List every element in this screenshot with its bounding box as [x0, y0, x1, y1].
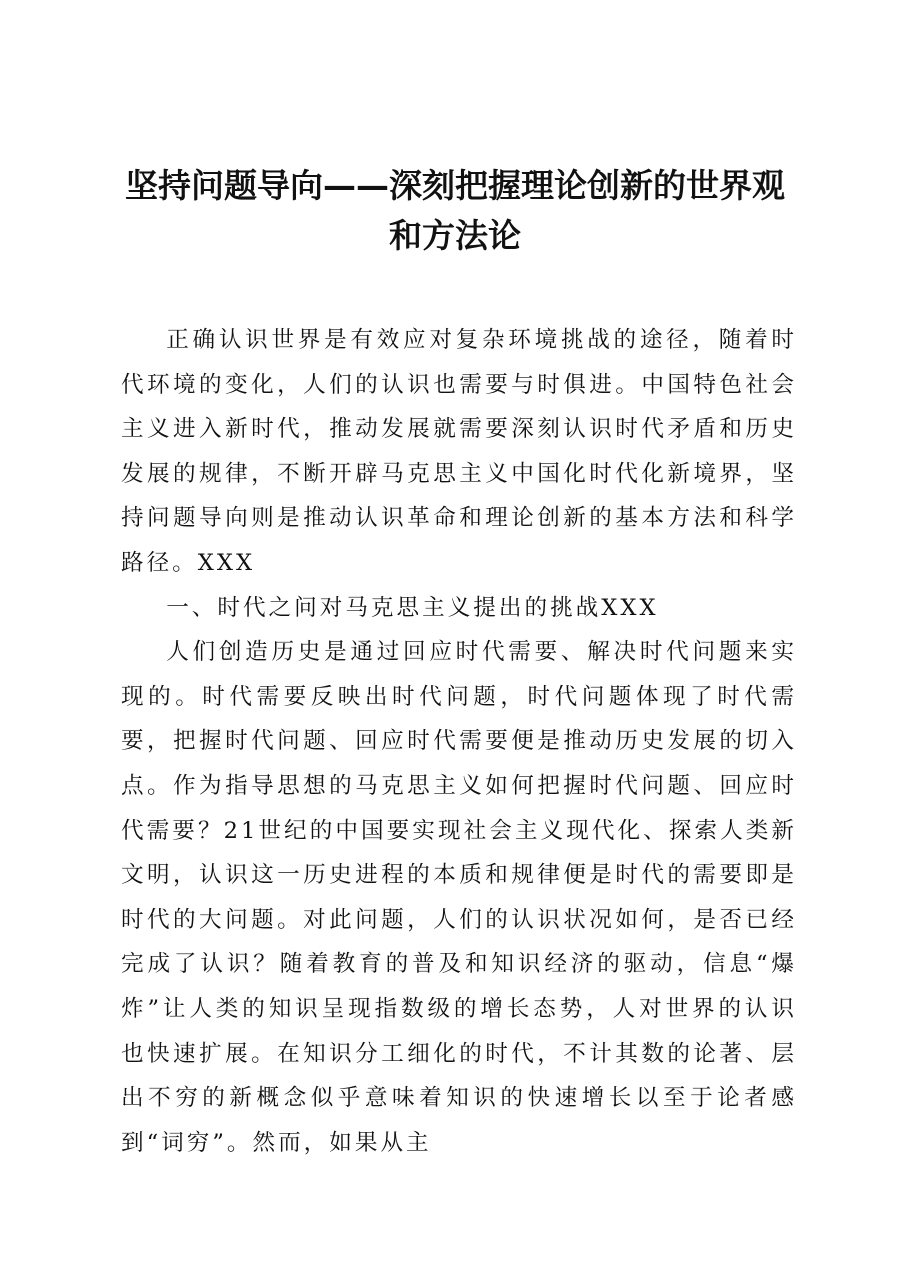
- body-paragraph: 人们创造历史是通过回应时代需要、解决时代问题来实现的。时代需要反映出时代问题，时代问题体现了时代需要，把握时代问题、回应时代需要便是推动历史发展的切入点。作为指导思想的马克思主义如何把握时代问题、回应时代需要？21世纪的中国要实现社会主义现代化、探索人类新文明，认识这一历史进程的本质和规律便是时代的需要即是时代的大问题。对此问题，人们的认识状况如何，是否已经完成了认识？随着教育的普及和知识经济的驱动，信息“爆炸”让人类的知识呈现指数级的增长态势，人对世界的认识也快速扩展。在知识分工细化的时代，不计其数的论著、层出不穷的新概念似乎意味着知识的快速增长以至于论者感到“词穷”。然而，如果从主: [121, 639, 797, 1156]
- section-heading: 一、时代之问对马克思主义提出的挑战XXX: [166, 594, 659, 621]
- intro-paragraph: 正确认识世界是有效应对复杂环境挑战的途径，随着时代环境的变化，人们的认识也需要与时俱进。中国特色社会主义进入新时代，推动发展就需要深刻认识时代矛盾和历史发展的规律，不断开辟马克思主义中国化时代化新境界，坚持问题导向则是推动认识革命和理论创新的基本方法和科学路径。XXX: [121, 327, 797, 576]
- document-title-line-1: 坚持问题导向——深刻把握理论创新的世界观: [125, 166, 785, 205]
- document-body: [121, 318, 797, 1165]
- document-title-line-2: 和方法论: [389, 216, 521, 255]
